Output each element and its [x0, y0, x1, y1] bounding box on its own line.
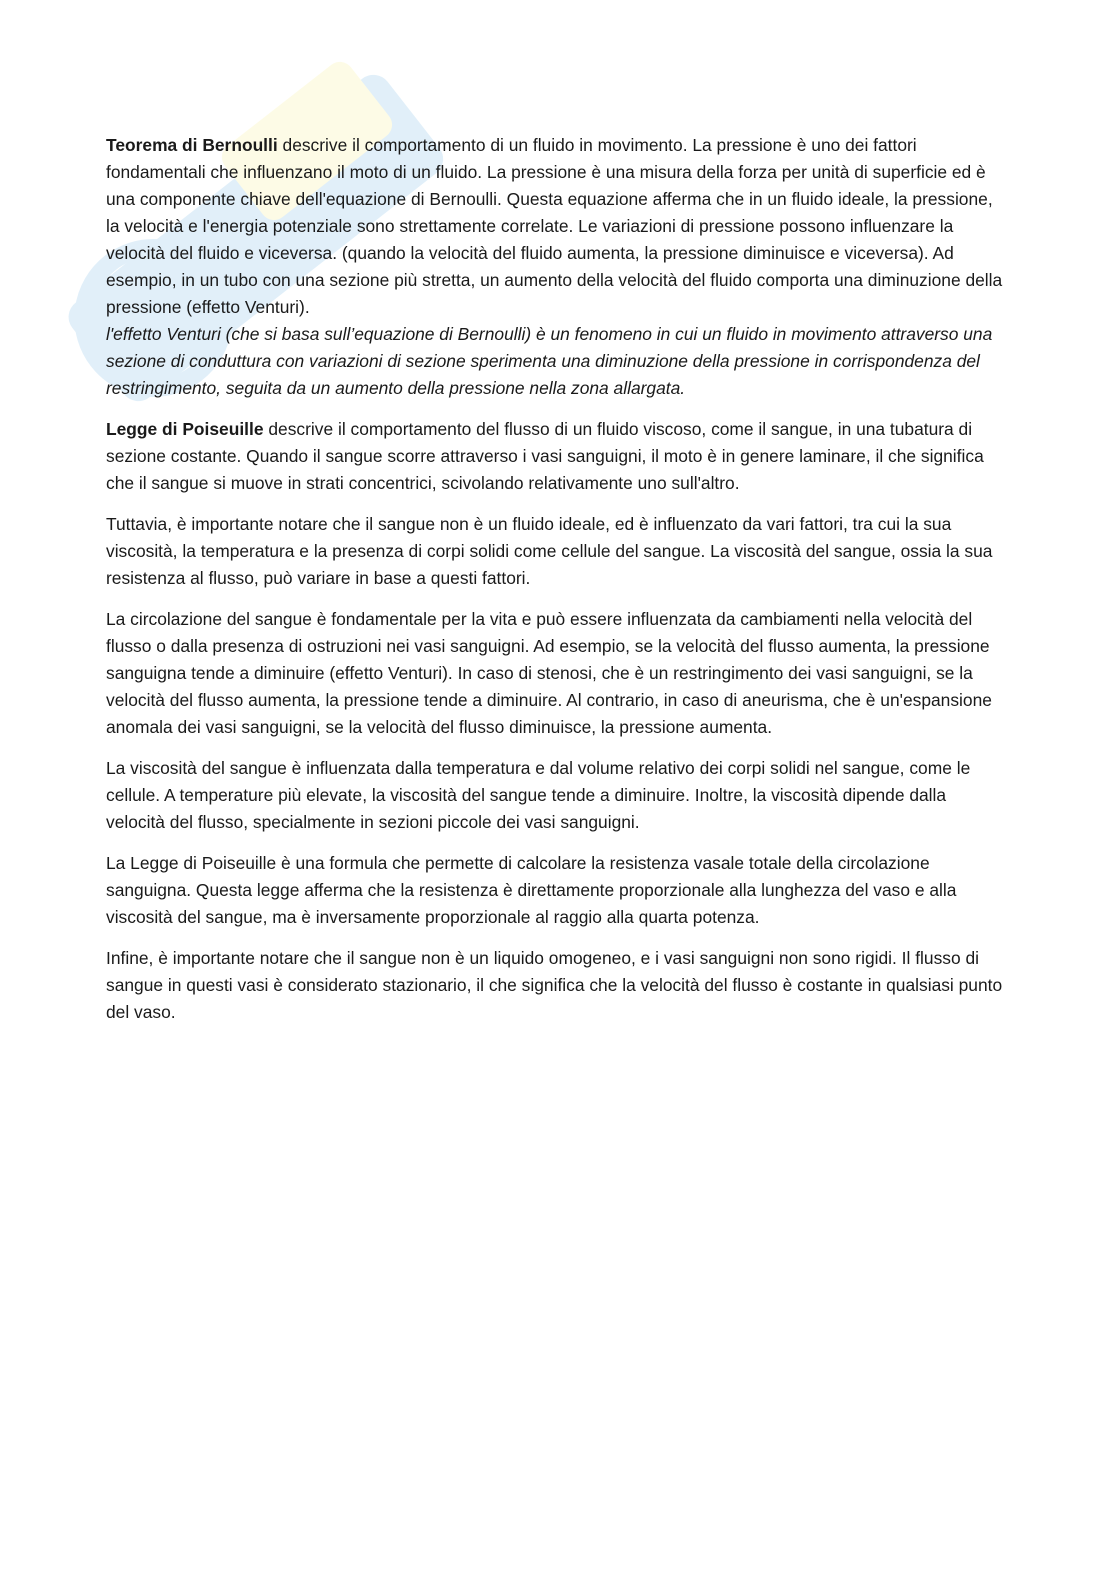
- paragraph-circulation: La circolazione del sangue è fondamentale per la vita e può essere influenzata da cambiamenti nella velocità del flusso o dalla presenza di ostruzioni nei vasi sanguigni. Ad esempio, se la velocità del flusso aumenta, la pressione sanguigna tende a diminuire (effetto Venturi). In caso di stenosi, che è un restringimento dei vasi sanguigni, se la velocità del flusso aumenta, la pressione tende a diminuire. Al contrario, in caso di aneurisma, che è un'espansione anomala dei vasi sanguigni, se la velocità del flusso diminuisce, la pressione aumenta.: [106, 609, 992, 737]
- document-body: [106, 132, 1006, 1040]
- paragraph-venturi: l'effetto Venturi (che si basa sull’equazione di Bernoulli) è un fenomeno in cui un fluido in movimento attraverso una sezione di conduttura con variazioni di sezione sperimenta una diminuzione della pressione in corrispondenza del restringimento, seguita da un aumento della pressione nella zona allargata.: [106, 324, 993, 398]
- term-poiseuille: Legge di Poiseuille: [106, 419, 264, 439]
- paragraph-resistance: La Legge di Poiseuille è una formula che permette di calcolare la resistenza vasale totale della circolazione sanguigna. Questa legge afferma che la resistenza è direttamente proporzionale alla lunghezza del vaso e alla viscosità del sangue, ma è inversamente proporzionale al raggio alla quarta potenza.: [106, 853, 957, 927]
- paragraph-conclusion: Infine, è importante notare che il sangue non è un liquido omogeneo, e i vasi sanguigni non sono rigidi. Il flusso di sangue in questi vasi è considerato stazionario, il che significa che la velocità del flusso è costante in qualsiasi punto del vaso.: [106, 948, 1003, 1022]
- paragraph-temperature: La viscosità del sangue è influenzata dalla temperatura e dal volume relativo dei corpi solidi nel sangue, come le cellule. A temperature più elevate, la viscosità del sangue tende a diminuire. Inoltre, la viscosità dipende dalla velocità del flusso, specialmente in sezioni piccole dei vasi sanguigni.: [106, 758, 971, 832]
- paragraph-poiseuille: [106, 416, 1006, 497]
- paragraph-text: descrive il comportamento di un fluido in movimento. La pressione è uno dei fattori fondamentali che influenzano il moto di un fluido. La pressione è una misura della forza per unità di superficie ed è una componente chiave dell'equazione di Bernoulli. Questa equazione afferma che in un fluido ideale, la pressione, la velocità e l'energia potenziale sono strettamente correlate. Le variazioni di pressione possono influenzare la velocità del fluido e viceversa. (quando la velocità del fluido aumenta, la pressione diminuisce e viceversa). Ad esempio, in un tubo con una sezione più stretta, un aumento della velocità del fluido comporta una diminuzione della pressione (effetto Venturi).: [106, 135, 1003, 317]
- paragraph-text: descrive il comportamento del flusso di un fluido viscoso, come il sangue, in una tubatura di sezione costante. Quando il sangue scorre attraverso i vasi sanguigni, il moto è in genere laminare, il che significa che il sangue si muove in strati concentrici, scivolando relativamente uno sull'altro.: [106, 419, 984, 493]
- term-bernoulli: Teorema di Bernoulli: [106, 135, 278, 155]
- paragraph-viscosity-factors: Tuttavia, è importante notare che il sangue non è un fluido ideale, ed è influenzato da vari fattori, tra cui la sua viscosità, la temperatura e la presenza di corpi solidi come cellule del sangue. La viscosità del sangue, ossia la sua resistenza al flusso, può variare in base a questi fattori.: [106, 514, 993, 588]
- paragraph-bernoulli: [106, 132, 1006, 321]
